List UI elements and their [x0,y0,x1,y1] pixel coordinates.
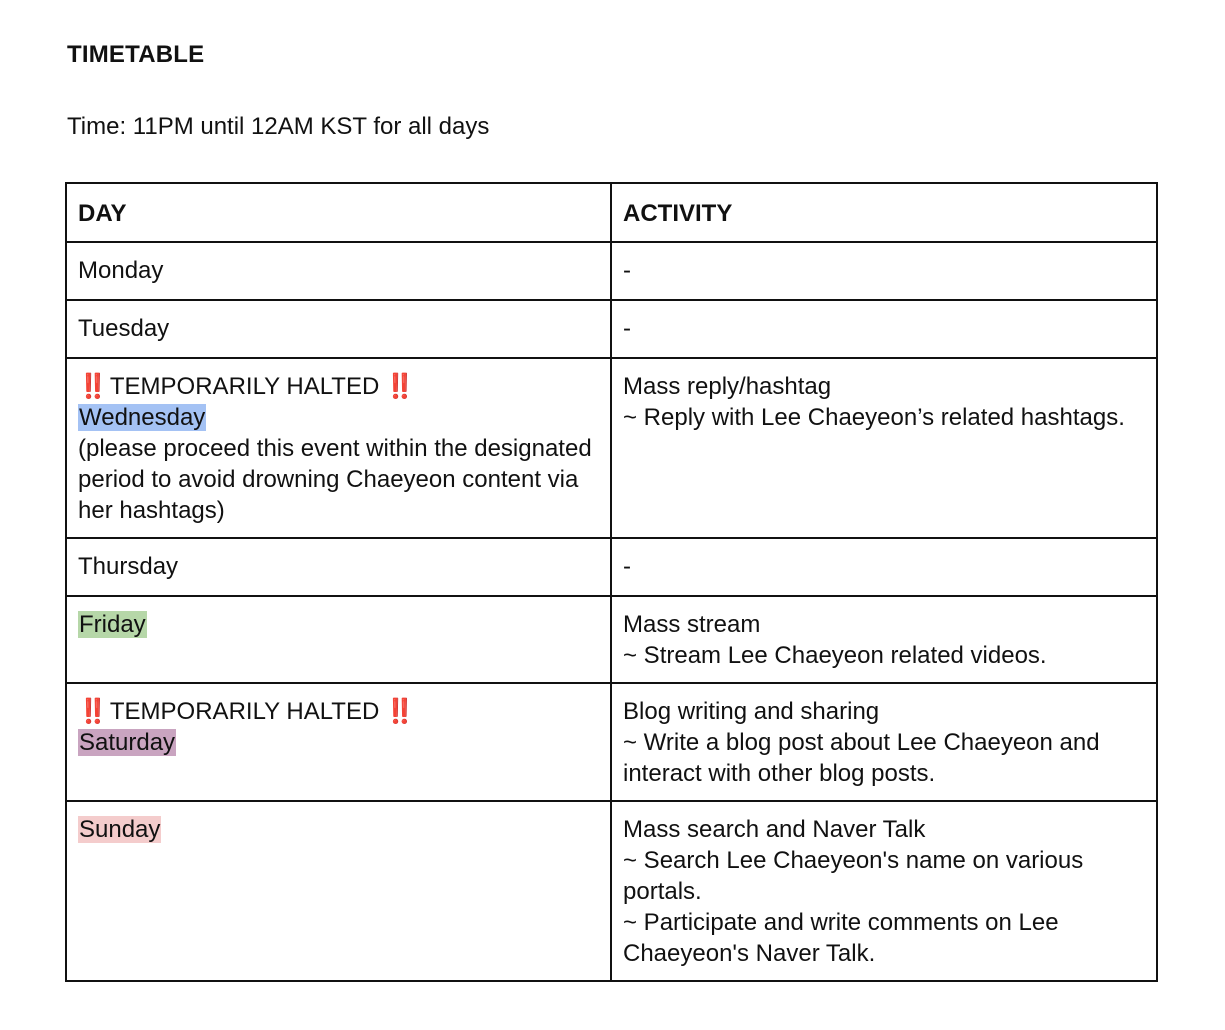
day-label-highlighted: Wednesday [79,404,206,431]
activity-cell [611,538,1157,596]
activity-description: ~ Reply with Lee Chaeyeon’s related hashtags. [623,404,1125,431]
table-row [66,358,1157,538]
activity-cell [611,683,1157,801]
day-cell [66,683,611,801]
table-row [66,596,1157,683]
activity-description-2: ~ Participate and write comments on Lee Chaeyeon's Naver Talk. [623,909,1059,967]
day-label-highlighted: Friday [79,611,146,638]
day-label-highlighted: Sunday [79,816,161,843]
activity-cell [611,300,1157,358]
double-exclamation-icon: ‼️ [78,373,106,400]
double-exclamation-icon: ‼️ [78,698,106,725]
header-day: DAY [66,183,611,242]
day-cell [66,242,611,300]
halted-label: TEMPORARILY HALTED [109,373,380,400]
table-header-row [66,183,1157,242]
activity-cell [611,242,1157,300]
day-cell [66,596,611,683]
halted-label: TEMPORARILY HALTED [109,698,380,725]
activity-description: ~ Stream Lee Chaeyeon related videos. [623,642,1047,669]
halted-status [78,371,599,402]
activity-text: - [623,553,631,580]
activity-text: - [623,257,631,284]
table-row [66,538,1157,596]
activity-title: Mass stream [623,611,761,638]
activity-text: - [623,315,631,342]
timetable-table [65,182,1158,982]
document-title: TIMETABLE [67,41,205,68]
activity-title: Blog writing and sharing [623,698,880,725]
table-row [66,683,1157,801]
activity-description: ~ Write a blog post about Lee Chaeyeon and interact with other blog posts. [623,729,1100,787]
header-activity: ACTIVITY [611,183,1157,242]
day-note: (please proceed this event within the designated period to avoid drowning Chaeyeon content via her hashtags) [78,435,592,524]
double-exclamation-icon: ‼️ [385,373,414,400]
day-label: Tuesday [78,315,170,342]
activity-cell [611,596,1157,683]
table-row [66,242,1157,300]
time-note: Time: 11PM until 12AM KST for all days [67,113,490,140]
double-exclamation-icon: ‼️ [385,698,414,725]
activity-cell [611,358,1157,538]
day-cell [66,358,611,538]
activity-description: ~ Search Lee Chaeyeon's name on various portals. [623,847,1084,905]
activity-title: Mass reply/hashtag [623,373,832,400]
day-label-highlighted: Saturday [79,729,176,756]
activity-title: Mass search and Naver Talk [623,816,926,843]
activity-cell [611,801,1157,981]
halted-status [78,696,599,727]
day-cell [66,300,611,358]
table-row [66,300,1157,358]
day-cell [66,801,611,981]
day-label: Thursday [78,553,179,580]
day-label: Monday [78,257,164,284]
day-cell [66,538,611,596]
table-row [66,801,1157,981]
